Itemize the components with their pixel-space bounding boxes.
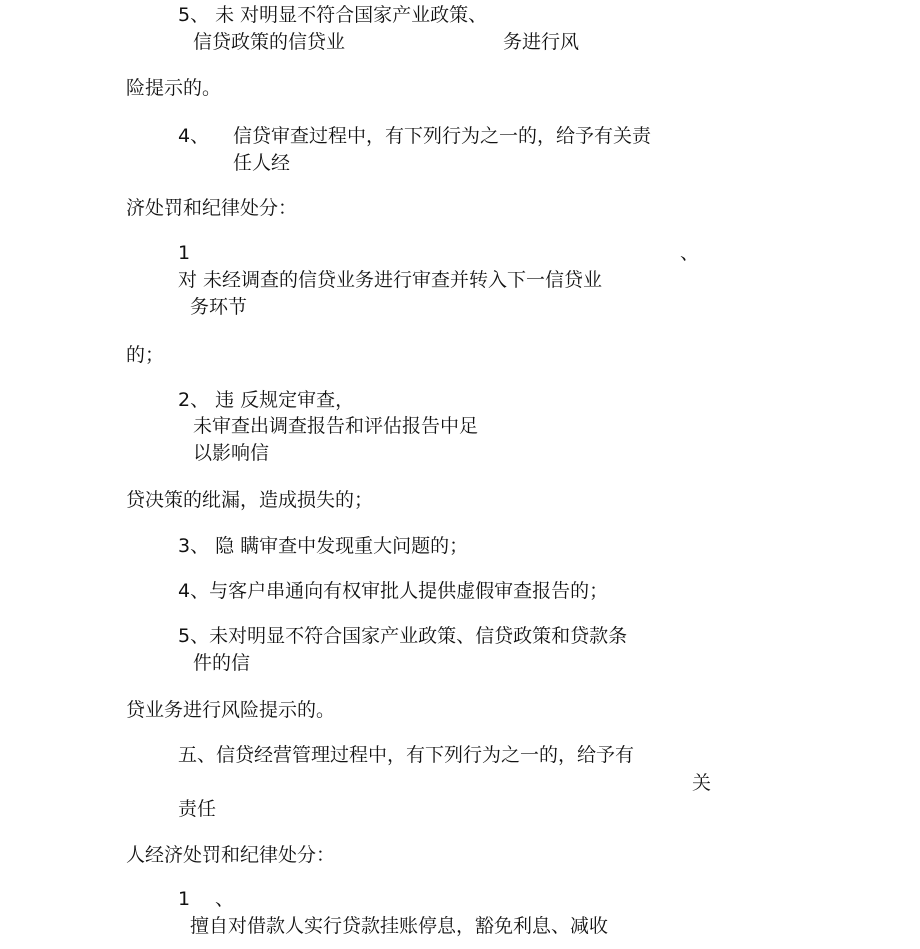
- line-d4: 贷决策的纰漏，造成损失的；: [126, 489, 374, 511]
- line-h4: 人经济处罚和纪律处分：: [126, 844, 336, 866]
- line-b3: 任人经: [233, 152, 291, 174]
- line-b4: 济处罚和纪律处分：: [126, 197, 298, 219]
- line-c5: 的；: [126, 344, 165, 366]
- line-f1: 4、与客户串通向有权审批人提供虚假审查报告的；: [178, 580, 609, 602]
- line-a4: 险提示的。: [126, 77, 222, 99]
- line-c3: 对 未经调查的信贷业务进行审查并转入下一信贷业: [178, 269, 603, 291]
- line-h2: 关: [692, 772, 712, 794]
- line-c4: 务环节: [190, 296, 248, 318]
- line-d1: 2、 违 反规定审查，: [178, 389, 355, 411]
- line-h3: 责任: [178, 798, 217, 820]
- line-i3: 擅自对借款人实行贷款挂账停息，豁免利息、减收: [190, 915, 609, 937]
- line-a3: 务进行风: [503, 31, 580, 53]
- line-h1: 五、信贷经营管理过程中，有下列行为之一的，给予有: [178, 744, 635, 766]
- line-c1: 1: [178, 242, 191, 264]
- line-a2: 信贷政策的信贷业: [193, 31, 346, 53]
- line-b1: 4、: [178, 125, 210, 147]
- line-a1: 5、 未 对明显不符合国家产业政策、: [178, 4, 488, 26]
- line-d2: 未审查出调查报告和评估报告中足: [193, 415, 479, 437]
- line-g1: 5、未对明显不符合国家产业政策、信贷政策和贷款条: [178, 625, 628, 647]
- line-g2: 件的信: [193, 652, 251, 674]
- line-e1: 3、 隐 瞒审查中发现重大问题的；: [178, 535, 469, 557]
- line-d3: 以影响信: [193, 442, 270, 464]
- line-g3: 贷业务进行风险提示的。: [126, 699, 336, 721]
- line-c2: 、: [680, 242, 700, 264]
- line-b2: 信贷审查过程中，有下列行为之一的，给予有关责: [233, 125, 652, 147]
- line-i2: 、: [215, 888, 235, 910]
- line-i1: 1: [178, 888, 191, 910]
